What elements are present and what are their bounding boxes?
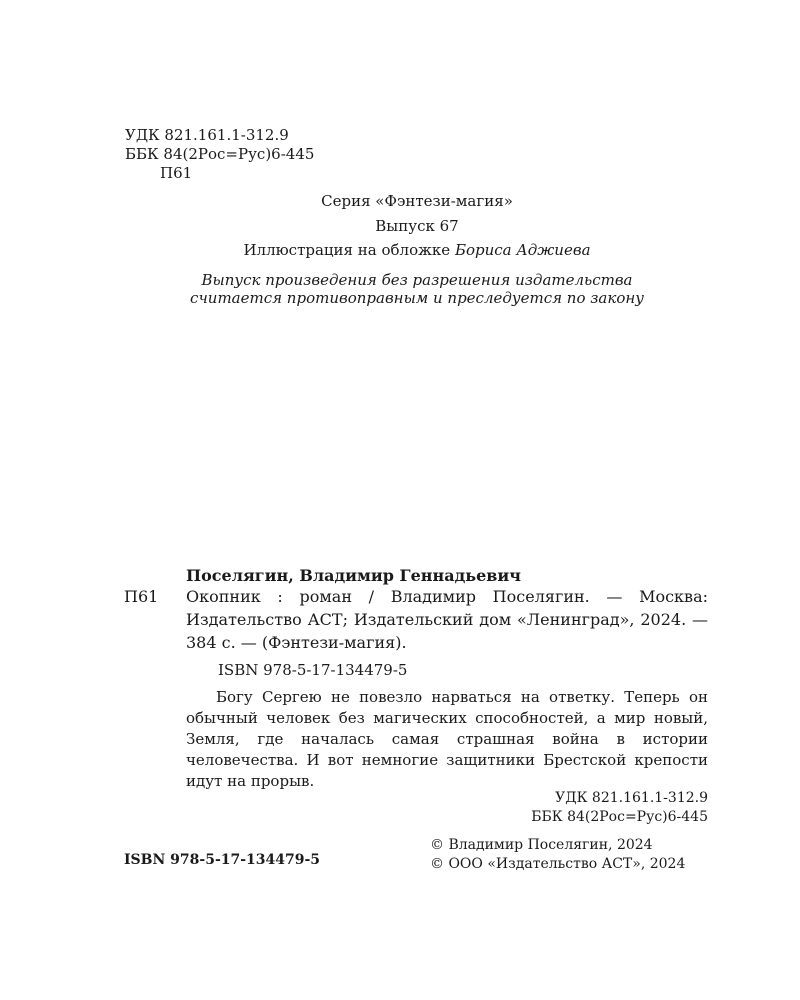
catalog-annotation: Богу Сергею не повезло нарваться на ответку. Теперь он обычный человек без магических способностей, а мир новый, Земля, где началась самая страшная война в истории человечества. И вот немногие защитники Брестской крепости идут на прорыв. [186,688,708,790]
top-udk: УДК 821.161.1-312.9 [125,126,289,144]
illustration-prefix: Иллюстрация на обложке [243,241,451,259]
catalog-udk: УДК 821.161.1-312.9 [555,790,708,806]
top-author-mark: П61 [160,164,193,182]
catalog-mark: П61 [124,587,159,606]
warning-line-1: Выпуск произведения без разрешения издательства [201,271,633,289]
footer-isbn: ISBN 978-5-17-134479-5 [124,852,321,868]
catalog-isbn: ISBN 978-5-17-134479-5 [218,661,408,679]
illustrator-name: Бориса Аджиева [454,241,591,259]
catalog-description: Окопник : роман / Владимир Поселягин. — Москва: Издательство АСТ; Издательский дом «Ленинград», 2024. — 384 с. — (Фэнтези-магия). [186,587,708,652]
copyright-author: © Владимир Поселягин, 2024 [430,837,653,853]
catalog-bbk: ББК 84(2Рос=Рус)6-445 [531,809,708,825]
top-bbk: ББК 84(2Рос=Рус)6-445 [125,145,315,163]
warning-line-2: считается противоправным и преследуется по закону [190,289,644,307]
series-line: Серия «Фэнтези-магия» [321,192,513,210]
copyright-publisher: © ООО «Издательство АСТ», 2024 [430,856,686,872]
catalog-author: Поселягин, Владимир Геннадьевич [186,566,521,585]
series-issue: Выпуск 67 [375,217,459,235]
illustration-credit [0,241,800,259]
